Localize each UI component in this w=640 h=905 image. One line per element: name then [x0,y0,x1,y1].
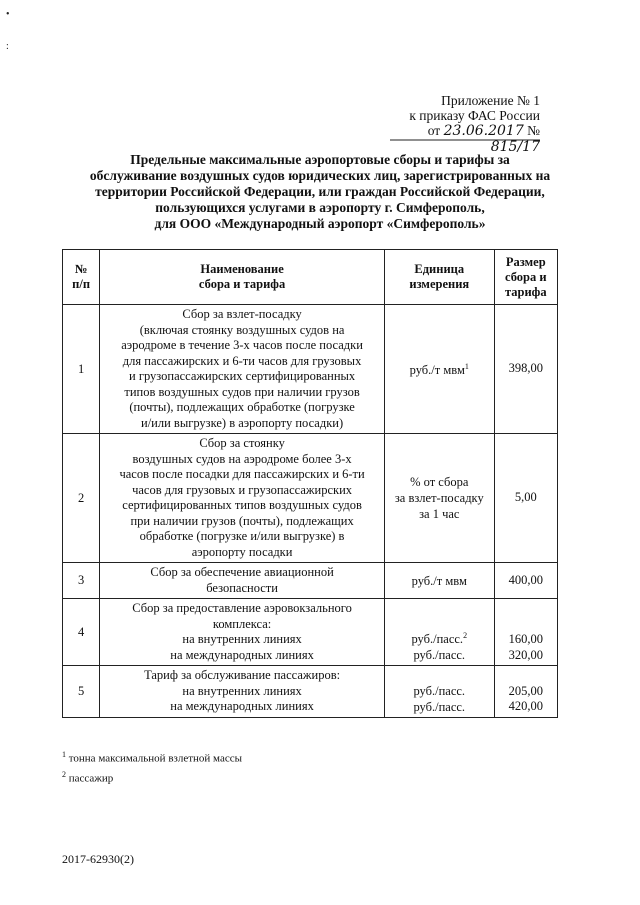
footnote: $^1$ тонна максимальной взлетной массы [62,750,242,765]
margin-mark: : [6,41,9,52]
order-number: 815/17 [490,139,540,155]
table-row: 2 Сбор за стоянку воздушных судов на аэродроме более 3-х часов после посадки для пассажирских и 6-ти часов для грузовых и грузопассажирских сертифицированных типов воздушных судов при наличии грузов (почты), подлежащих обработке (погрузке и/или выгрузке) в аэропорту посадки % от сбора за взлет-посадку за 1 час 5,00 [63,434,558,563]
row-name: Сбор за обеспечение авиационной безопасности [100,563,385,599]
row-value: 398,00 [494,305,557,434]
document-id: 2017-62930(2) [62,852,134,866]
row-unit: % от сбора за взлет-посадку за 1 час [384,434,494,563]
footnotes [62,747,242,786]
row-unit: руб./т мвм$^1$ [384,305,494,434]
row-value: 205,00 420,00 [494,666,557,718]
order-date: 23.06.2017 [443,123,524,139]
margin-mark: • [6,9,10,20]
row-unit: руб./пасс.$^2$ руб./пасс. [384,599,494,666]
table-row: 1 Сбор за взлет-посадку (включая стоянку воздушных судов на аэродроме в течение 3-х часов после посадки для пассажирских и 6-ти часов для грузовых и грузопассажирских сертифицированных типов воздушных судов при наличии грузов (почты), подлежащих обработке (погрузке и/или выгрузке) в аэропорту посадки) руб./т мвм$^1$ 398,00 [63,305,558,434]
header-name: Наименование сбора и тарифа [100,250,385,305]
header-size: Размер сбора и тарифа [494,250,557,305]
row-name: Сбор за предоставление аэровокзального комплекса: на внутренних линиях на международных линиях [100,599,385,666]
table-row: 4 Сбор за предоставление аэровокзального комплекса: на внутренних линиях на международных линиях руб./пасс.$^2$ руб./пасс. 160,00 320,00 [63,599,558,666]
header-unit: Единица измерения [384,250,494,305]
table-row: 3 Сбор за обеспечение авиационной безопасности руб./т мвм 400,00 [63,563,558,599]
appendix-title: Приложение № 1 [441,93,540,108]
row-value: 160,00 320,00 [494,599,557,666]
table-row: 5 Тариф за обслуживание пассажиров: на внутренних линиях на международных линиях руб./пасс. руб./пасс. 205,00 420,00 [63,666,558,718]
row-unit: руб./пасс. руб./пасс. [384,666,494,718]
row-name: Сбор за взлет-посадку (включая стоянку воздушных судов на аэродроме в течение 3-х часов после посадки для пассажирских и 6-ти часов для грузовых и грузопассажирских сертифицированных типов воздушных судов при наличии грузов (почты), подлежащих обработке (погрузке и/или выгрузке) в аэропорту посадки) [100,305,385,434]
row-value: 5,00 [494,434,557,563]
document-title: Предельные максимальные аэропортовые сборы и тарифы за обслуживание воздушных судов юридических лиц, зарегистрированных на территории Российской Федерации, или граждан Российской Федерации, пользующихся услугами в аэропорту г. Симферополь, для ООО «Международный аэропорт «Симферополь» [89,152,551,231]
row-unit: руб./т мвм [384,563,494,599]
appendix-header [380,93,540,155]
appendix-order: к приказу ФАС России [409,108,540,123]
table-header-row [63,250,558,305]
appendix-order-details: от 23.06.2017 № 815/17 [427,123,540,155]
footnote: $^2$ пассажир [62,769,114,785]
row-name: Сбор за стоянку воздушных судов на аэродроме более 3-х часов после посадки для пассажирских и 6-ти часов для грузовых и грузопассажирских сертифицированных типов воздушных судов при наличии грузов (почты), подлежащих обработке (погрузке и/или выгрузке) в аэропорту посадки [100,434,385,563]
row-name: Тариф за обслуживание пассажиров: на внутренних линиях на международных линиях [100,666,385,718]
row-value: 400,00 [494,563,557,599]
margin-marks [6,10,10,52]
tariff-table [62,249,558,718]
header-number: № п/п [63,250,100,305]
order-underline [390,137,540,143]
